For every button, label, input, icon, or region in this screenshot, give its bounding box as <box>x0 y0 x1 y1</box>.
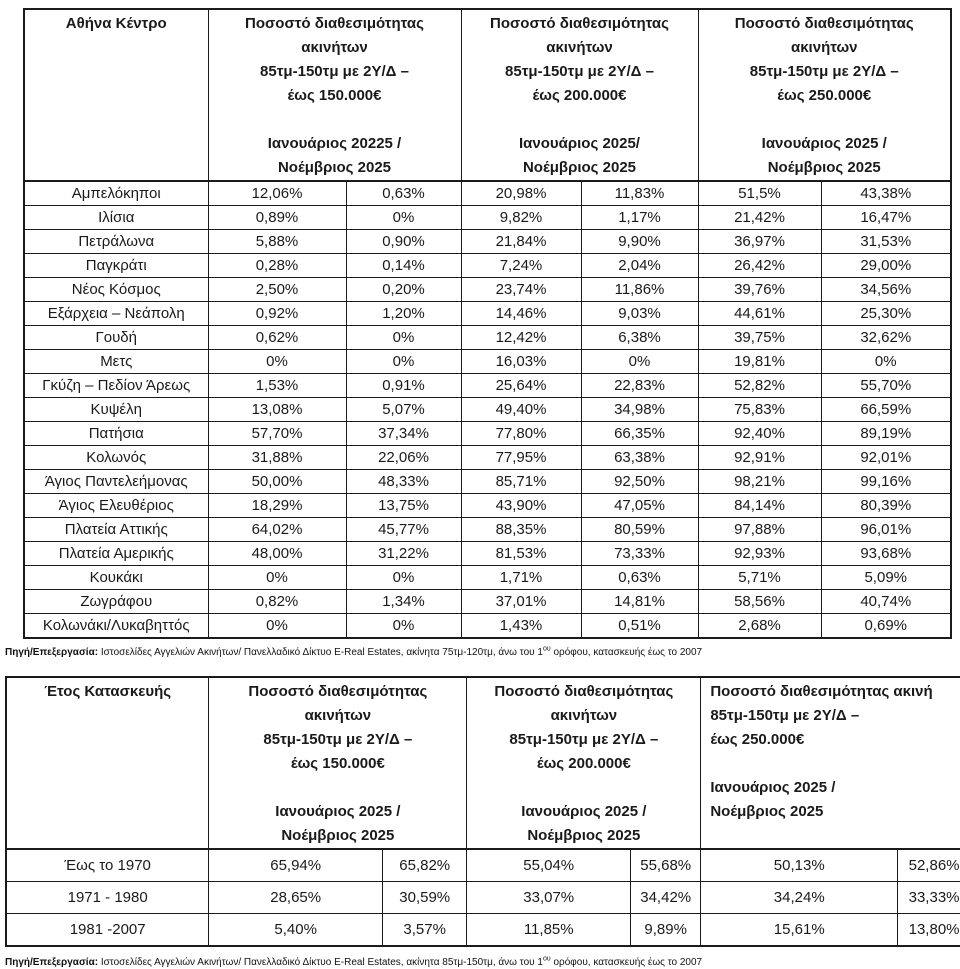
row-label: Παγκράτι <box>24 254 208 278</box>
value-cell: 65,94% <box>209 849 383 882</box>
value-cell: 37,34% <box>346 422 461 446</box>
value-cell: 80,39% <box>821 494 951 518</box>
value-cell: 64,02% <box>208 518 346 542</box>
value-cell: 0,28% <box>208 254 346 278</box>
value-cell: 0,82% <box>208 590 346 614</box>
value-cell: 43,38% <box>821 181 951 206</box>
value-cell: 92,01% <box>821 446 951 470</box>
value-cell: 0,62% <box>208 326 346 350</box>
value-cell: 55,04% <box>467 849 631 882</box>
header-line: Νοέμβριος 2025 <box>281 827 395 844</box>
row-label: Νέος Κόσμος <box>24 278 208 302</box>
value-cell: 88,35% <box>461 518 581 542</box>
header-line: Ιανουάριος 2025 / <box>761 135 887 152</box>
value-cell: 84,14% <box>698 494 821 518</box>
header-line: ακινήτων <box>546 39 613 56</box>
header-line: 85τμ-150τμ με 2Υ/Δ – <box>260 63 409 80</box>
header-line: έως 200.000€ <box>536 755 631 772</box>
value-cell: 36,97% <box>698 230 821 254</box>
column-group-header <box>208 9 461 181</box>
value-cell: 52,82% <box>698 374 821 398</box>
header-line: Ποσοστό διαθεσιμότητας <box>734 15 914 32</box>
table-row <box>24 422 951 446</box>
row-label: Μετς <box>24 350 208 374</box>
table-row <box>24 374 951 398</box>
value-cell: 19,81% <box>698 350 821 374</box>
header-line: 85τμ-150τμ με 2Υ/Δ – <box>749 63 899 80</box>
value-cell: 9,03% <box>581 302 698 326</box>
value-cell: 55,68% <box>631 849 701 882</box>
value-cell: 2,04% <box>581 254 698 278</box>
value-cell: 31,88% <box>208 446 346 470</box>
value-cell: 66,59% <box>821 398 951 422</box>
value-cell: 12,42% <box>461 326 581 350</box>
header-line <box>699 108 951 132</box>
value-cell: 33,33% <box>898 882 960 914</box>
value-cell: 33,07% <box>467 882 631 914</box>
document-page <box>0 8 960 968</box>
value-cell: 34,42% <box>631 882 701 914</box>
table-row <box>24 230 951 254</box>
value-cell: 32,62% <box>821 326 951 350</box>
table-row <box>24 614 951 639</box>
row-label: Ζωγράφου <box>24 590 208 614</box>
value-cell: 30,59% <box>383 882 467 914</box>
value-cell: 21,42% <box>698 206 821 230</box>
table-row <box>24 518 951 542</box>
value-cell: 16,03% <box>461 350 581 374</box>
column-group-header <box>467 677 701 849</box>
value-cell: 37,01% <box>461 590 581 614</box>
header-line: Ιανουάριος 2025 / <box>521 803 647 820</box>
header-line <box>209 108 461 132</box>
header-line: Ιανουάριος 2025 / <box>710 779 836 796</box>
column-group-header <box>701 677 960 849</box>
row-label: Πλατεία Αμερικής <box>24 542 208 566</box>
value-cell: 0,63% <box>581 566 698 590</box>
value-cell: 0% <box>208 350 346 374</box>
value-cell: 96,01% <box>821 518 951 542</box>
table-row <box>24 590 951 614</box>
row-label: Πατήσια <box>24 422 208 446</box>
value-cell: 16,47% <box>821 206 951 230</box>
value-cell: 2,50% <box>208 278 346 302</box>
value-cell: 48,00% <box>208 542 346 566</box>
value-cell: 5,71% <box>698 566 821 590</box>
table-row <box>24 470 951 494</box>
value-cell: 25,30% <box>821 302 951 326</box>
value-cell: 0,14% <box>346 254 461 278</box>
table-row <box>24 326 951 350</box>
value-cell: 20,98% <box>461 181 581 206</box>
value-cell: 89,19% <box>821 422 951 446</box>
value-cell: 1,43% <box>461 614 581 639</box>
value-cell: 29,00% <box>821 254 951 278</box>
table-row <box>24 398 951 422</box>
value-cell: 1,53% <box>208 374 346 398</box>
table-row <box>24 542 951 566</box>
value-cell: 21,84% <box>461 230 581 254</box>
value-cell: 34,24% <box>701 882 898 914</box>
value-cell: 1,17% <box>581 206 698 230</box>
value-cell: 52,86% <box>898 849 960 882</box>
header-line <box>467 776 700 800</box>
header-line: Ποσοστό διαθεσιμότητας <box>245 15 424 32</box>
value-cell: 14,46% <box>461 302 581 326</box>
value-cell: 14,81% <box>581 590 698 614</box>
header-line: έως 250.000€ <box>710 731 805 748</box>
header-line: Ιανουάριος 20225 / <box>267 135 402 152</box>
table-row <box>24 181 951 206</box>
table2-corner-header <box>6 677 209 849</box>
row-label: Πετράλωνα <box>24 230 208 254</box>
row-label: Εξάρχεια – Νεάπολη <box>24 302 208 326</box>
header-line: Ποσοστό διαθεσιμότητας <box>490 15 669 32</box>
header-line: έως 150.000€ <box>290 755 385 772</box>
source-text: Ιστοσελίδες Αγγελιών Ακινήτων/ Πανελλαδικό Δίκτυο E-Real Estates, ακίνητα 85τμ-150τμ, άνω του 1 <box>98 957 543 968</box>
header-line: έως 150.000€ <box>287 87 382 104</box>
row-label: Έως το 1970 <box>6 849 209 882</box>
value-cell: 26,42% <box>698 254 821 278</box>
value-cell: 5,88% <box>208 230 346 254</box>
value-cell: 5,07% <box>346 398 461 422</box>
value-cell: 0% <box>821 350 951 374</box>
table-row <box>6 914 960 947</box>
value-cell: 50,00% <box>208 470 346 494</box>
value-cell: 34,98% <box>581 398 698 422</box>
table1-corner-header <box>24 9 208 181</box>
value-cell: 0% <box>346 206 461 230</box>
value-cell: 51,5% <box>698 181 821 206</box>
value-cell: 0,69% <box>821 614 951 639</box>
value-cell: 98,21% <box>698 470 821 494</box>
value-cell: 0% <box>346 326 461 350</box>
header-row <box>24 9 951 181</box>
header-line <box>462 108 698 132</box>
value-cell: 9,89% <box>631 914 701 947</box>
value-cell: 9,82% <box>461 206 581 230</box>
value-cell: 0,20% <box>346 278 461 302</box>
column-group-header <box>461 9 698 181</box>
value-cell: 9,90% <box>581 230 698 254</box>
value-cell: 0,89% <box>208 206 346 230</box>
value-cell: 50,13% <box>701 849 898 882</box>
source-label: Πηγή/Επεξεργασία: <box>5 647 99 658</box>
value-cell: 92,50% <box>581 470 698 494</box>
header-line: ακινήτων <box>550 707 618 724</box>
value-cell: 5,09% <box>821 566 951 590</box>
value-cell: 81,53% <box>461 542 581 566</box>
table-row <box>24 302 951 326</box>
value-cell: 0% <box>346 350 461 374</box>
value-cell: 0,91% <box>346 374 461 398</box>
value-cell: 77,95% <box>461 446 581 470</box>
ordinal-superscript: ου <box>542 646 551 653</box>
value-cell: 77,80% <box>461 422 581 446</box>
table-row <box>24 278 951 302</box>
header-line: ακινήτων <box>304 707 372 724</box>
table-row <box>6 882 960 914</box>
table1-source-note <box>5 646 960 659</box>
value-cell: 47,05% <box>581 494 698 518</box>
value-cell: 23,74% <box>461 278 581 302</box>
column-group-header <box>209 677 467 849</box>
value-cell: 39,75% <box>698 326 821 350</box>
value-cell: 0,51% <box>581 614 698 639</box>
value-cell: 22,06% <box>346 446 461 470</box>
value-cell: 1,34% <box>346 590 461 614</box>
header-line: Ιανουάριος 2025 / <box>275 803 401 820</box>
row-label: Κουκάκι <box>24 566 208 590</box>
header-line: 85τμ-150τμ με 2Υ/Δ – <box>505 63 654 80</box>
value-cell: 1,71% <box>461 566 581 590</box>
value-cell: 0% <box>581 350 698 374</box>
row-label: Πλατεία Αττικής <box>24 518 208 542</box>
header-line: Νοέμβριος 2025 <box>527 827 641 844</box>
value-cell: 11,83% <box>581 181 698 206</box>
table-row <box>24 446 951 470</box>
value-cell: 57,70% <box>208 422 346 446</box>
value-cell: 85,71% <box>461 470 581 494</box>
header-line: Ποσοστό διαθεσιμότητας <box>248 683 428 700</box>
value-cell: 25,64% <box>461 374 581 398</box>
value-cell: 31,22% <box>346 542 461 566</box>
row-label: Γουδή <box>24 326 208 350</box>
value-cell: 13,08% <box>208 398 346 422</box>
value-cell: 0% <box>346 566 461 590</box>
header-line: ακινήτων <box>790 39 858 56</box>
value-cell: 73,33% <box>581 542 698 566</box>
value-cell: 55,70% <box>821 374 951 398</box>
value-cell: 0,90% <box>346 230 461 254</box>
table-row <box>24 494 951 518</box>
header-line: ακινήτων <box>301 39 368 56</box>
header-line: Ποσοστό διαθεσιμότητας <box>494 683 674 700</box>
value-cell: 0,63% <box>346 181 461 206</box>
value-cell: 99,16% <box>821 470 951 494</box>
row-label: 1971 - 1980 <box>6 882 209 914</box>
source-label: Πηγή/Επεξεργασία: <box>5 957 99 968</box>
value-cell: 49,40% <box>461 398 581 422</box>
value-cell: 6,38% <box>581 326 698 350</box>
table2-source-note <box>5 956 960 969</box>
value-cell: 12,06% <box>208 181 346 206</box>
value-cell: 93,68% <box>821 542 951 566</box>
value-cell: 66,35% <box>581 422 698 446</box>
value-cell: 58,56% <box>698 590 821 614</box>
value-cell: 63,38% <box>581 446 698 470</box>
header-line: Ποσοστό διαθεσιμότητας ακινή <box>710 683 933 700</box>
row-label: Άγιος Παντελεήμονας <box>24 470 208 494</box>
value-cell: 7,24% <box>461 254 581 278</box>
value-cell: 92,40% <box>698 422 821 446</box>
source-text-end: ορόφου, κατασκευής έως το 2007 <box>550 957 703 968</box>
value-cell: 40,74% <box>821 590 951 614</box>
header-line: Νοέμβριος 2025 <box>277 159 392 176</box>
value-cell: 92,91% <box>698 446 821 470</box>
value-cell: 3,57% <box>383 914 467 947</box>
value-cell: 45,77% <box>346 518 461 542</box>
value-cell: 75,83% <box>698 398 821 422</box>
table-row <box>24 566 951 590</box>
row-label: Αμπελόκηποι <box>24 181 208 206</box>
source-text-end: ορόφου, κατασκευής έως το 2007 <box>550 647 703 658</box>
value-cell: 1,20% <box>346 302 461 326</box>
corner-label: Έτος Κατασκευής <box>44 683 172 700</box>
row-label: Κυψέλη <box>24 398 208 422</box>
header-line: έως 250.000€ <box>777 87 872 104</box>
table-row <box>24 206 951 230</box>
value-cell: 80,59% <box>581 518 698 542</box>
header-line: 85τμ-150τμ με 2Υ/Δ – <box>509 731 659 748</box>
value-cell: 13,80% <box>898 914 960 947</box>
header-row <box>6 677 960 849</box>
header-line: Νοέμβριος 2025 <box>710 803 824 820</box>
value-cell: 18,29% <box>208 494 346 518</box>
value-cell: 31,53% <box>821 230 951 254</box>
source-text: Ιστοσελίδες Αγγελιών Ακινήτων/ Πανελλαδικό Δίκτυο E-Real Estates, ακίνητα 75τμ-120τμ, άνω του 1 <box>98 647 543 658</box>
header-line: 85τμ-150τμ με 2Υ/Δ – <box>710 707 860 724</box>
value-cell: 22,83% <box>581 374 698 398</box>
row-label: 1981 -2007 <box>6 914 209 947</box>
header-line: Νοέμβριος 2025 <box>522 159 637 176</box>
column-group-header <box>698 9 951 181</box>
value-cell: 0,92% <box>208 302 346 326</box>
row-label: Ιλίσια <box>24 206 208 230</box>
value-cell: 28,65% <box>209 882 383 914</box>
value-cell: 13,75% <box>346 494 461 518</box>
row-label: Κολωνάκι/Λυκαβηττός <box>24 614 208 639</box>
value-cell: 11,85% <box>467 914 631 947</box>
value-cell: 11,86% <box>581 278 698 302</box>
value-cell: 39,76% <box>698 278 821 302</box>
corner-label: Αθήνα Κέντρο <box>65 15 167 32</box>
value-cell: 92,93% <box>698 542 821 566</box>
row-label: Άγιος Ελευθέριος <box>24 494 208 518</box>
neighborhood-availability-table <box>23 8 952 639</box>
ordinal-superscript: ου <box>542 956 551 963</box>
table-row <box>24 350 951 374</box>
header-line <box>701 752 960 776</box>
value-cell: 97,88% <box>698 518 821 542</box>
header-line: Ιανουάριος 2025/ <box>519 135 640 152</box>
construction-year-availability-table <box>5 676 960 947</box>
header-line: Νοέμβριος 2025 <box>767 159 881 176</box>
table-row <box>6 849 960 882</box>
value-cell: 5,40% <box>209 914 383 947</box>
value-cell: 65,82% <box>383 849 467 882</box>
value-cell: 44,61% <box>698 302 821 326</box>
value-cell: 0% <box>208 566 346 590</box>
value-cell: 2,68% <box>698 614 821 639</box>
header-line <box>209 776 466 800</box>
row-label: Γκύζη – Πεδίον Άρεως <box>24 374 208 398</box>
value-cell: 0% <box>208 614 346 639</box>
row-label: Κολωνός <box>24 446 208 470</box>
value-cell: 15,61% <box>701 914 898 947</box>
value-cell: 43,90% <box>461 494 581 518</box>
header-line: 85τμ-150τμ με 2Υ/Δ – <box>263 731 413 748</box>
header-line: έως 200.000€ <box>532 87 627 104</box>
value-cell: 48,33% <box>346 470 461 494</box>
table-row <box>24 254 951 278</box>
value-cell: 0% <box>346 614 461 639</box>
value-cell: 34,56% <box>821 278 951 302</box>
